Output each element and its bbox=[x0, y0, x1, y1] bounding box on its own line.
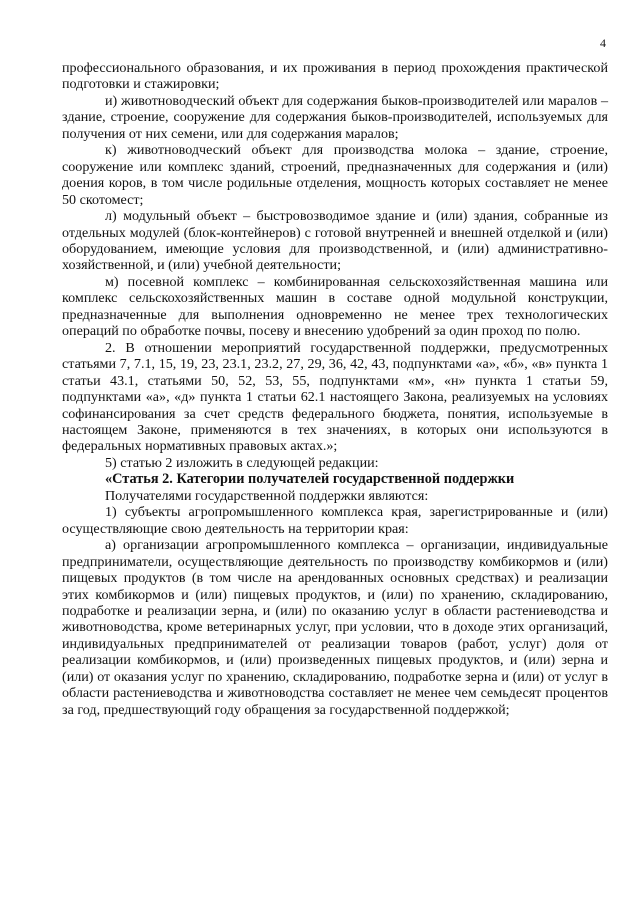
paragraph-recipients: Получателями государственной поддержки являются: bbox=[105, 487, 429, 504]
document-body bbox=[62, 60, 608, 718]
paragraph-item-k: к) животноводческий объект для производства молока – здание, строение, сооружение или комплекс зданий, строений, предназначенных для содержания и (или) доения коров, в том числе родильные отделения, мощность которых составляет не менее 50 скотомест; bbox=[62, 142, 608, 208]
paragraph-point-2: 2. В отношении мероприятий государственной поддержки, предусмотренных статьями 7, 7.1, 15, 19, 23, 23.1, 23.2, 27, 29, 36, 42, 43, подпунктами «а», «б», «в» пункта 1 статьи 43.1, статьями 50, 52, 53, 55, подпунктами «м», «н» пункта 1 статьи 59, подпунктами «а», «д» пункта 1 статьи 62.1 настоящего Закона, реализуемых на условиях софинансирования за счет средств федерального бюджета, понятия, используемые в настоящем Законе, применяются в тех значениях, в которых они используются в федеральных нормативных правовых актах.»; bbox=[62, 339, 608, 455]
paragraph-sub-a: а) организации агропромышленного комплекса – организации, индивидуальные предприниматели, осуществляющие деятельность по производству комбикормов и (или) пищевых продуктов (в том числе на арендованных основных средствах) и реализации этих комбикормов и (или) пищевых продуктов, и (или) по хранению, складированию, подработке и реализации зерна, и (или) по оказанию услуг в области растениеводства и животноводства, кроме ветеринарных услуг, при условии, что в доходе этих организаций, индивидуальных предпринимателей от реализации товаров (работ, услуг) доля от реализации комбикормов, и (или) произведенных пищевых продуктов, и (или) зерна и (или) от оказания услуг по хранению, складированию, подработке зерна и (или) от услуг в области растениеводства и животноводства составляет не менее чем семьдесят процентов за год, предшествующий году обращения за государственной поддержкой; bbox=[62, 537, 608, 718]
article-2-heading: «Статья 2. Категории получателей государственной поддержки bbox=[105, 471, 515, 488]
paragraph-point-5: 5) статью 2 изложить в следующей редакции: bbox=[105, 454, 379, 471]
page-number: 4 bbox=[600, 36, 606, 50]
paragraph-item-i: и) животноводческий объект для содержания быков-производителей или маралов – здание, строение, сооружение для содержания быков-производителей, используемых для получения от них семени, или для содержания маралов; bbox=[62, 92, 608, 142]
paragraph-item-l: л) модульный объект – быстровозводимое здание и (или) здания, собранные из отдельных модулей (блок-контейнеров) с готовой внутренней и внешней отделкой и (или) оборудованием, имеющие условия для производственной, и (или) административно-хозяйственной, и (или) учебной деятельности; bbox=[62, 208, 608, 274]
paragraph-item-m: м) посевной комплекс – комбинированная сельскохозяйственная машина или комплекс сельскохозяйственных машин в составе одной модульной конструкции, предназначенные для выполнения одновременно не менее трех технологических операций по обработке почвы, посеву и внесению удобрений за один проход по полю. bbox=[62, 273, 608, 340]
paragraph-sub-1: 1) субъекты агропромышленного комплекса края, зарегистрированные и (или) осуществляющие свою деятельность на территории края: bbox=[62, 504, 608, 537]
paragraph-intro: профессионального образования, и их проживания в период прохождения практической подготовки и стажировки; bbox=[62, 60, 608, 93]
